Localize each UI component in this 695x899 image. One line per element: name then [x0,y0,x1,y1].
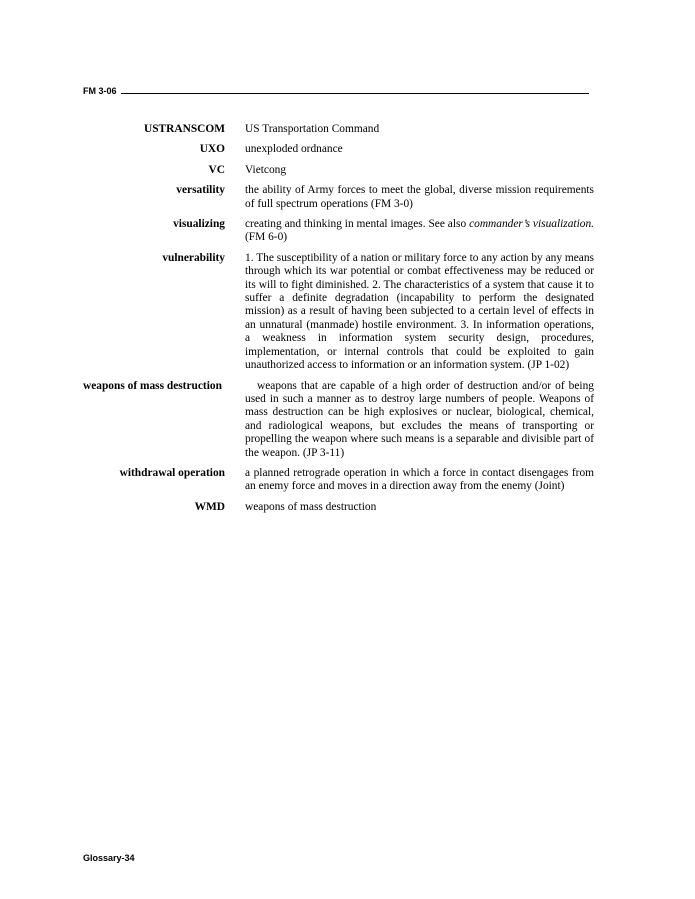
glossary-entry-versatility [83,184,594,211]
glossary-term: vulnerability [162,251,225,264]
glossary-definition: US Transportation Command [245,123,380,135]
glossary-definition: unexploded ordnance [245,143,343,156]
page-number: Glossary-34 [83,853,135,863]
glossary-definition [245,218,594,245]
manual-number: FM 3-06 [83,86,117,96]
glossary-definition: the ability of Army forces to meet the global, diverse mission requirements of full spectrum operations (FM 3-0) [245,184,594,210]
glossary-term: weapons of mass destruction [83,379,222,392]
glossary-entry-wmd [83,501,594,514]
glossary-term: VC [208,163,225,176]
glossary-definition: Vietcong [245,163,287,176]
cross-reference: commander’s visualization. [469,218,594,231]
glossary-definition: a planned retrograde operation in which a force in contact disengages from an enemy force and moves in a direction away from the enemy (Joint) [245,466,594,493]
glossary-term: versatility [176,184,225,197]
glossary-definition: 1. The susceptibility of a nation or military force to any action by any means through which its war potential or combat effectiveness may be reduced or its will to fight diminished. 2. The characteristics of a system that cause it to suffer a definite degradation (incapability to perform the designated mission) as a result of having been subjected to a certain level of effects in an unnatural (manmade) hostile environment. 3. In information operations, a weakness in information system security design, procedures, implementation, or internal controls that could be exploited to gain unauthorized access to information or an information system. (JP 1-02) [245,251,594,372]
glossary-term: WMD [194,500,225,513]
glossary-definition: weapons of mass destruction [245,500,377,513]
definition-source: (FM 6-0) [245,231,288,244]
glossary-entry-ustranscom [83,123,594,136]
glossary-entry-vc [83,164,594,177]
running-header [83,82,589,96]
glossary-term: withdrawal operation [119,466,225,479]
glossary-entry-visualizing [83,218,594,245]
definition-text: creating and thinking in mental images. See also [245,218,470,231]
glossary-entry-withdrawal-operation [83,467,594,494]
glossary-term: UXO [199,143,225,156]
glossary-list [83,123,594,521]
glossary-term: USTRANSCOM [143,123,225,135]
header-rule [121,93,589,94]
glossary-definition: weapons that are capable of a high order of destruction and/or of being used in such a manner as to destroy large numbers of people. Weapons of mass destruction can be high explosives or nuclear, biological, chemical, and radiological weapons, but excludes the means of transporting or propelling the weapon where such means is a separable and divisible part of the weapon. (JP 3-11) [245,379,594,459]
glossary-entry-vulnerability [83,252,594,373]
glossary-entry-uxo [83,143,594,156]
glossary-entry-weapons-of-mass-destruction [83,380,594,460]
glossary-term: visualizing [173,218,225,231]
